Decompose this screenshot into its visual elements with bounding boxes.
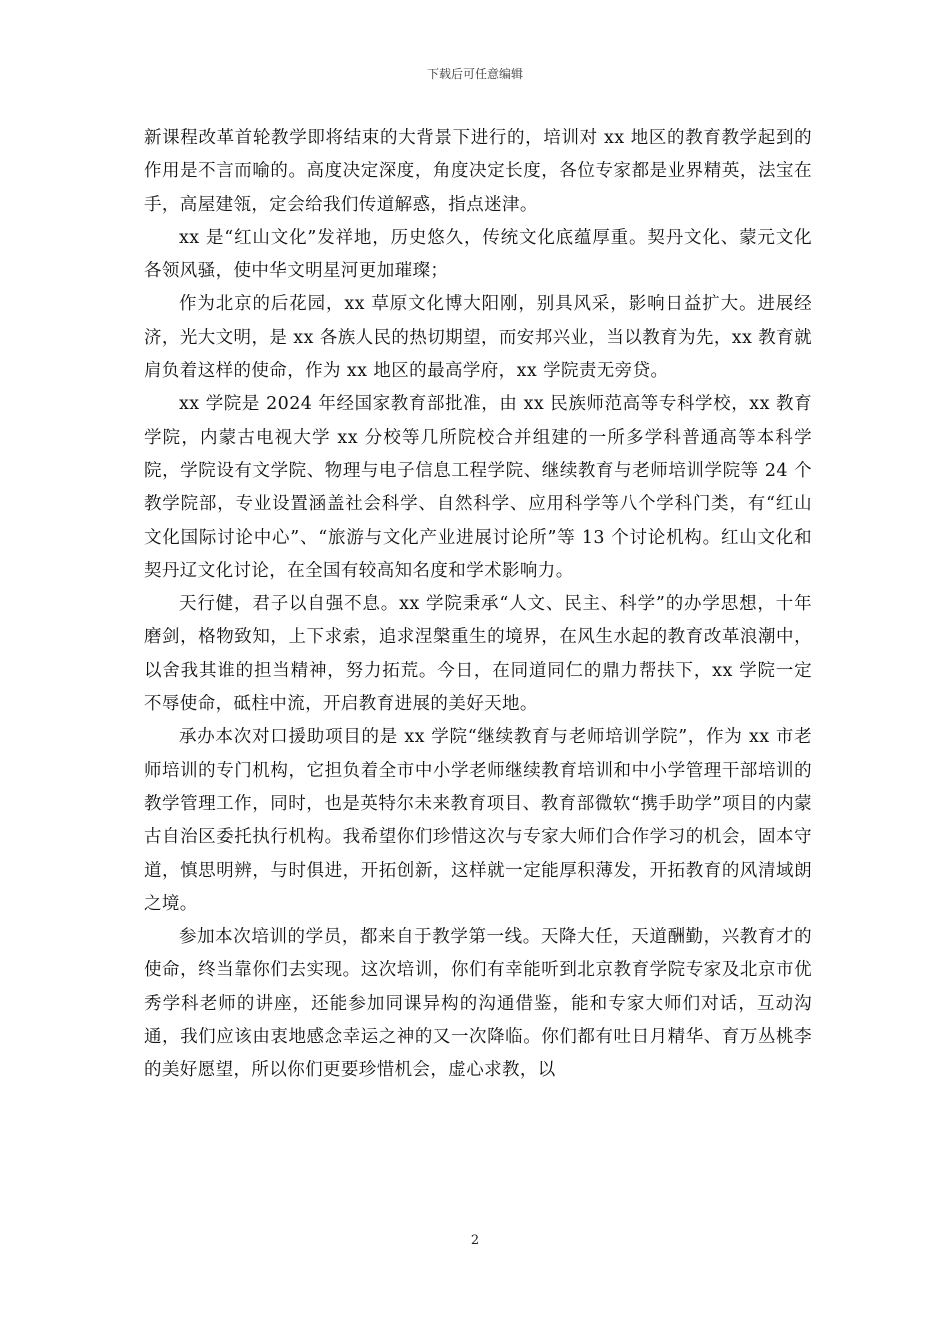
paragraph-5: 天行健，君子以自强不息。xx 学院秉承“人文、民主、科学”的办学思想，十年磨剑，格物致知，上下求索，追求涅槃重生的境界，在风生水起的教育改革浪潮中，以舍我其谁的担当精神，努力拓荒。今日，在同道同仁的鼎力帮扶下，xx 学院一定不辱使命，砥柱中流，开启教育进展的美好天地。 <box>144 594 812 715</box>
paragraph-1: 新课程改革首轮教学即将结束的大背景下进行的，培训对 xx 地区的教育教学起到的作用是不言而喻的。高度决定深度，角度决定长度，各位专家都是业界精英，法宝在手，高屋建瓴，定会给我们传道解惑，指点迷津。 <box>144 128 812 215</box>
paragraph-7: 参加本次培训的学员，都来自于教学第一线。天降大任，天道酬勤，兴教育才的使命，终当靠你们去实现。这次培训，你们有幸能听到北京教育学院专家及北京市优秀学科老师的讲座，还能参加同课异构的沟通借鉴，能和专家大师们对话，互动沟通，我们应该由衷地感念幸运之神的又一次降临。你们都有吐日月精华、育万丛桃李的美好愿望，所以你们更要珍惜机会，虚心求教，以 <box>144 927 812 1081</box>
paragraph-3: 作为北京的后花园，xx 草原文化博大阳刚，别具风采，影响日益扩大。进展经济，光大文明，是 xx 各族人民的热切期望，而安邦兴业，当以教育为先，xx 教育就肩负着这样的使命，作为 xx 地区的最高学府，xx 学院责无旁贷。 <box>144 294 812 382</box>
page-header: 下载后可任意编辑 <box>426 67 523 81</box>
paragraph-2: xx 是“红山文化”发祥地，历史悠久，传统文化底蕴厚重。契丹文化、蒙元文化各领风骚，使中华文明星河更加璀璨； <box>144 227 812 282</box>
paragraph-4: xx 学院是 2024 年经国家教育部批准，由 xx 民族师范高等专科学校，xx 教育学院，内蒙古电视大学 xx 分校等几所院校合并组建的一所多学科普通高等本科学院，学院设有文学院、物理与电子信息工程学院、继续教育与老师培训学院等 24 个教学院部，专业设置涵盖社会科学、自然科学、应用科学等八个学科门类，有“红山文化国际讨论中心”、“旅游与文化产业进展讨论所”等 13 个讨论机构。红山文化和契丹辽文化讨论，在全国有较高知名度和学术影响力。 <box>144 394 812 581</box>
document-body <box>144 122 812 1088</box>
page-number: 2 <box>470 1233 480 1248</box>
paragraph-6: 承办本次对口援助项目的是 xx 学院“继续教育与老师培训学院”，作为 xx 市老师培训的专门机构，它担负着全市中小学老师继续教育培训和中小学管理干部培训的教学管理工作，同时，也是英特尔未来教育项目、教育部微软“携手助学”项目的内蒙古自治区委托执行机构。我希望你们珍惜这次与专家大师们合作学习的机会，固本守道，慎思明辨，与时俱进，开拓创新，这样就一定能厚积薄发，开拓教育的风清域朗之境。 <box>144 727 812 914</box>
